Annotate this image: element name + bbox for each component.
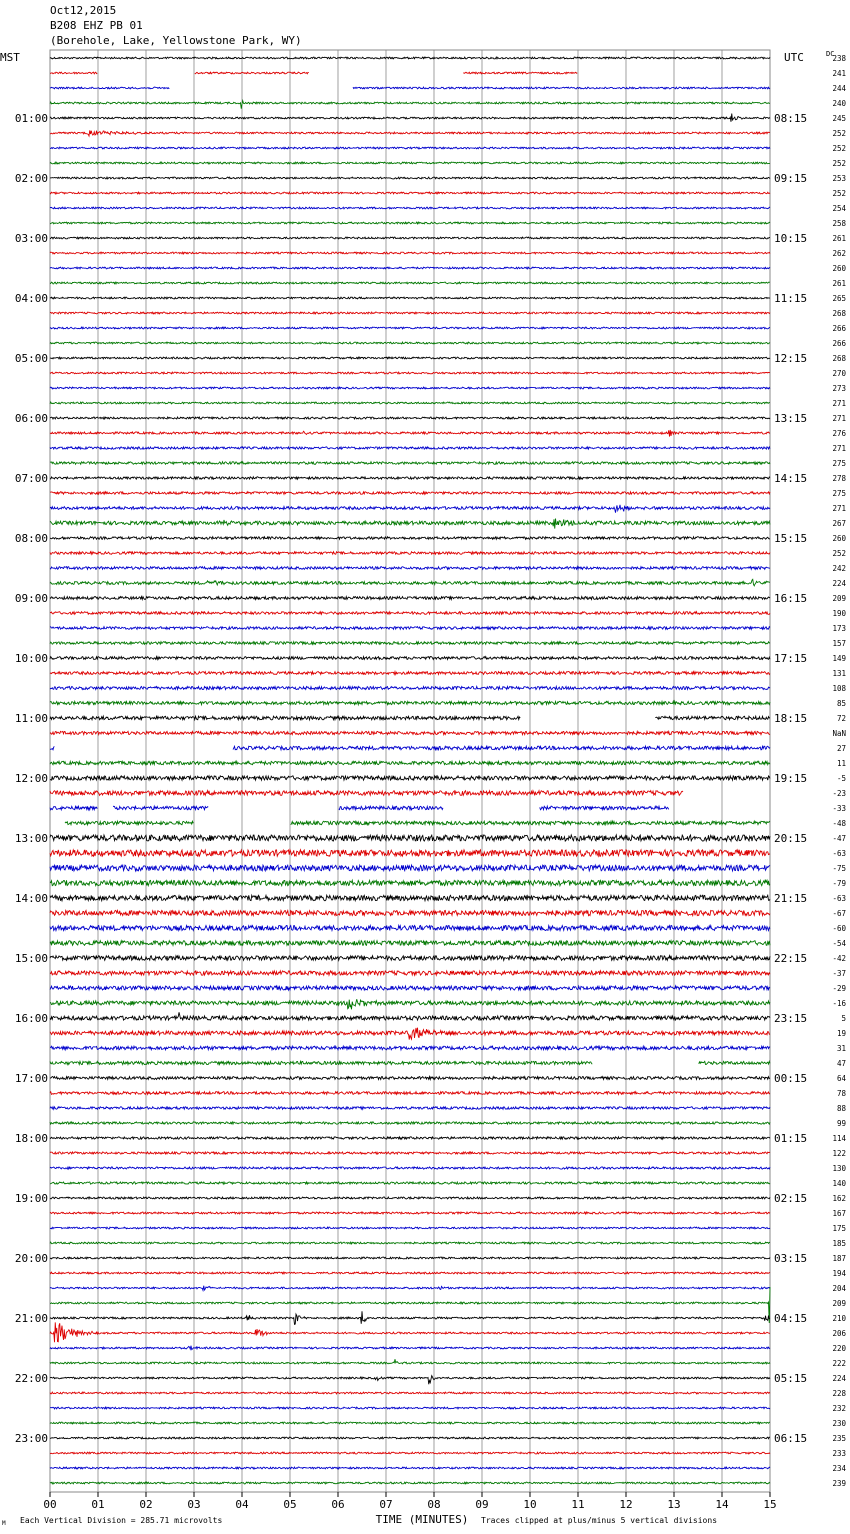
dc-offset-label: 114 <box>832 1134 846 1143</box>
dc-offset-label: 268 <box>832 354 846 363</box>
utc-hour-label: 15:15 <box>774 532 808 545</box>
x-tick-label: 04 <box>235 1498 249 1511</box>
dc-offset-label: 245 <box>832 114 846 123</box>
utc-hour-label: 06:15 <box>774 1432 808 1445</box>
trace-line <box>50 761 770 764</box>
dc-offset-label: 31 <box>836 1044 846 1053</box>
trace-line <box>50 72 577 74</box>
dc-offset-label: 252 <box>832 549 846 558</box>
mst-hour-label: 13:00 <box>14 832 48 845</box>
trace-line <box>50 1467 770 1469</box>
trace-line <box>50 971 770 975</box>
dc-offset-label: 271 <box>832 504 846 513</box>
trace-line <box>50 1392 770 1394</box>
trace-line <box>50 1182 770 1184</box>
dc-offset-label: -33 <box>832 804 846 813</box>
trace-line <box>50 492 770 495</box>
x-axis-title: TIME (MINUTES) <box>375 1513 469 1526</box>
trace-line <box>50 956 770 961</box>
dc-offset-label: 261 <box>832 279 846 288</box>
x-tick-label: 07 <box>379 1498 393 1511</box>
trace-line <box>50 1311 770 1324</box>
dc-offset-label: 253 <box>832 174 846 183</box>
dc-offset-label: 224 <box>832 1374 846 1383</box>
dc-offset-label: 204 <box>832 1284 846 1293</box>
dc-offset-label: -37 <box>832 969 846 978</box>
mst-hour-label: 20:00 <box>14 1252 48 1265</box>
dc-offset-label: 262 <box>832 249 846 258</box>
trace-line <box>50 627 770 630</box>
dc-offset-label: 234 <box>832 1464 846 1473</box>
x-tick-label: 11 <box>571 1498 585 1511</box>
utc-hour-label: 08:15 <box>774 112 808 125</box>
trace-line <box>50 925 770 930</box>
dc-offset-label: 206 <box>832 1329 846 1338</box>
dc-offset-label: -16 <box>832 999 846 1008</box>
x-tick-label: 14 <box>715 1498 729 1511</box>
dc-offset-label: 11 <box>836 759 846 768</box>
trace-line <box>50 1257 770 1259</box>
utc-hour-label: 10:15 <box>774 232 808 245</box>
trace-line <box>50 1107 770 1110</box>
trace-line <box>50 387 770 389</box>
trace-line <box>50 1242 770 1244</box>
trace-line <box>50 1452 770 1454</box>
dc-offset-label: 271 <box>832 399 846 408</box>
trace-line <box>50 999 770 1009</box>
mst-hour-label: 21:00 <box>14 1312 48 1325</box>
utc-hour-label: 14:15 <box>774 472 808 485</box>
dc-offset-label: 244 <box>832 84 846 93</box>
dc-offset-label: 265 <box>832 294 846 303</box>
trace-line <box>50 462 770 465</box>
trace-line <box>50 207 770 209</box>
x-tick-label: 08 <box>427 1498 441 1511</box>
dc-offset-label: 175 <box>832 1224 846 1233</box>
dc-offset-label: 254 <box>832 204 846 213</box>
mst-hour-label: 19:00 <box>14 1192 48 1205</box>
mst-hour-label: 07:00 <box>14 472 48 485</box>
trace-line <box>50 941 770 946</box>
dc-offset-label: 220 <box>832 1344 846 1353</box>
dc-offset-label: 99 <box>836 1119 846 1128</box>
trace-line <box>50 477 770 479</box>
utc-hour-label: 22:15 <box>774 952 808 965</box>
dc-offset-label: 108 <box>832 684 846 693</box>
trace-line <box>50 192 770 194</box>
trace-line <box>50 1212 770 1214</box>
plot-date: Oct12,2015 <box>50 4 117 17</box>
utc-axis-label: UTC <box>784 51 804 64</box>
scale-note: Each Vertical Division = 285.71 microvolts <box>20 1516 223 1525</box>
dc-offset-label: 235 <box>832 1434 846 1443</box>
dc-offset-label: 157 <box>832 639 846 648</box>
dc-offset-label: 232 <box>832 1404 846 1413</box>
dc-offset-label: 209 <box>832 1299 846 1308</box>
trace-line <box>50 87 770 89</box>
trace-line <box>50 910 770 915</box>
trace-line <box>50 130 770 136</box>
dc-offset-label: 140 <box>832 1179 846 1188</box>
dc-offset-label: -67 <box>832 909 846 918</box>
trace-line <box>50 1482 770 1484</box>
dc-offset-label: 275 <box>832 489 846 498</box>
trace-line <box>50 850 770 856</box>
dc-offset-label: 267 <box>832 519 846 528</box>
dc-offset-label: 131 <box>832 669 846 678</box>
utc-hour-label: 03:15 <box>774 1252 808 1265</box>
mst-hour-label: 09:00 <box>14 592 48 605</box>
utc-hour-label: 19:15 <box>774 772 808 785</box>
mst-hour-label: 08:00 <box>14 532 48 545</box>
trace-line <box>50 672 770 675</box>
dc-offset-label: 210 <box>832 1314 846 1323</box>
utc-hour-label: 04:15 <box>774 1312 808 1325</box>
utc-hour-label: 05:15 <box>774 1372 808 1385</box>
dc-offset-label: 278 <box>832 474 846 483</box>
dc-offset-label: 240 <box>832 99 846 108</box>
trace-line <box>50 597 770 600</box>
trace-line <box>50 986 770 990</box>
trace-line <box>50 237 770 239</box>
utc-hour-label: 09:15 <box>774 172 808 185</box>
trace-line <box>50 402 770 404</box>
trace-line <box>50 177 770 179</box>
dc-offset-label: 258 <box>832 219 846 228</box>
dc-offset-label: 194 <box>832 1269 846 1278</box>
trace-line <box>50 1137 770 1139</box>
trace-line <box>50 222 770 224</box>
mst-hour-label: 02:00 <box>14 172 48 185</box>
x-tick-label: 00 <box>43 1498 57 1511</box>
trace-line <box>50 114 770 122</box>
trace-line <box>50 57 770 59</box>
trace-line <box>50 342 770 344</box>
x-tick-label: 12 <box>619 1498 633 1511</box>
mst-hour-label: 04:00 <box>14 292 48 305</box>
trace-line <box>50 865 770 871</box>
dc-offset-label: 209 <box>832 594 846 603</box>
mst-hour-label: 12:00 <box>14 772 48 785</box>
utc-hour-label: 20:15 <box>774 832 808 845</box>
trace-line <box>50 776 770 780</box>
trace-line <box>50 1437 770 1439</box>
utc-hour-label: 18:15 <box>774 712 808 725</box>
trace-line <box>50 1359 770 1364</box>
mst-hour-label: 14:00 <box>14 892 48 905</box>
x-tick-label: 05 <box>283 1498 297 1511</box>
trace-line <box>50 1077 770 1080</box>
mst-hour-label: 18:00 <box>14 1132 48 1145</box>
trace-line <box>50 537 770 540</box>
dc-offset-label: 241 <box>832 69 846 78</box>
dc-offset-label: -42 <box>832 954 846 963</box>
dc-offset-label: 173 <box>832 624 846 633</box>
dc-offset-label: -63 <box>832 894 846 903</box>
dc-offset-label: 252 <box>832 129 846 138</box>
dc-offset-label: 276 <box>832 429 846 438</box>
dc-offset-label: -60 <box>832 924 846 933</box>
trace-line <box>50 505 770 513</box>
trace-line <box>50 327 770 329</box>
clip-note: Traces clipped at plus/minus 5 vertical divisions <box>481 1516 718 1525</box>
dc-offset-label: 271 <box>832 414 846 423</box>
mst-hour-label: 06:00 <box>14 412 48 425</box>
dc-offset-label: 122 <box>832 1149 846 1158</box>
dc-column-label: DC <box>826 50 835 58</box>
x-tick-label: 09 <box>475 1498 489 1511</box>
dc-offset-label: 242 <box>832 564 846 573</box>
trace-line <box>50 267 770 269</box>
trace-line <box>50 1167 770 1169</box>
dc-offset-label: 270 <box>832 369 846 378</box>
dc-offset-label: 5 <box>841 1014 846 1023</box>
dc-offset-label: 271 <box>832 444 846 453</box>
dc-offset-label: 222 <box>832 1359 846 1368</box>
trace-line <box>50 1061 770 1064</box>
dc-offset-label: 273 <box>832 384 846 393</box>
dc-offset-label: 268 <box>832 309 846 318</box>
utc-hour-label: 01:15 <box>774 1132 808 1145</box>
trace-line <box>50 1122 770 1124</box>
trace-line <box>50 731 770 734</box>
trace-line <box>50 430 770 437</box>
mst-hour-label: 17:00 <box>14 1072 48 1085</box>
trace-line <box>50 282 770 284</box>
mst-hour-label: 11:00 <box>14 712 48 725</box>
dc-offset-label: 47 <box>836 1059 846 1068</box>
dc-offset-label: 88 <box>836 1104 846 1113</box>
dc-offset-label: -75 <box>832 864 846 873</box>
dc-offset-label: 64 <box>836 1074 846 1083</box>
trace-line <box>50 357 770 359</box>
dc-offset-label: -79 <box>832 879 846 888</box>
dc-offset-label: 261 <box>832 234 846 243</box>
x-tick-label: 02 <box>139 1498 153 1511</box>
utc-hour-label: 13:15 <box>774 412 808 425</box>
dc-offset-label: 27 <box>836 744 846 753</box>
dc-offset-label: -23 <box>832 789 846 798</box>
trace-line <box>50 1422 770 1424</box>
trace-line <box>50 519 770 529</box>
x-tick-label: 10 <box>523 1498 537 1511</box>
utc-hour-label: 02:15 <box>774 1192 808 1205</box>
dc-offset-label: -48 <box>832 819 846 828</box>
dc-offset-label: 190 <box>832 609 846 618</box>
dc-offset-label: -63 <box>832 849 846 858</box>
utc-hour-label: 00:15 <box>774 1072 808 1085</box>
dc-offset-label: 224 <box>832 579 846 588</box>
trace-line <box>50 746 770 750</box>
x-tick-label: 06 <box>331 1498 345 1511</box>
trace-line <box>50 612 770 615</box>
trace-line <box>50 1376 770 1385</box>
trace-line <box>50 895 770 900</box>
corner-mark: M <box>2 1520 6 1527</box>
utc-hour-label: 17:15 <box>774 652 808 665</box>
trace-line <box>50 372 770 374</box>
mst-hour-label: 03:00 <box>14 232 48 245</box>
trace-line <box>50 1092 770 1095</box>
trace-line <box>50 147 770 149</box>
trace-line <box>50 552 770 555</box>
x-tick-label: 15 <box>763 1498 777 1511</box>
trace-line <box>50 1012 770 1020</box>
dc-offset-label: 260 <box>832 264 846 273</box>
x-tick-label: 01 <box>91 1498 105 1511</box>
dc-offset-label: 167 <box>832 1209 846 1218</box>
mst-hour-label: 10:00 <box>14 652 48 665</box>
mst-hour-label: 01:00 <box>14 112 48 125</box>
trace-line <box>50 1346 770 1350</box>
trace-line <box>50 701 770 704</box>
trace-line <box>50 1227 770 1229</box>
trace-line <box>50 686 770 689</box>
utc-hour-label: 23:15 <box>774 1012 808 1025</box>
dc-offset-label: 228 <box>832 1389 846 1398</box>
dc-offset-label: 130 <box>832 1164 846 1173</box>
trace-line <box>50 297 770 299</box>
trace-line <box>50 1197 770 1199</box>
dc-offset-label: 162 <box>832 1194 846 1203</box>
trace-line <box>50 806 669 810</box>
mst-hour-label: 05:00 <box>14 352 48 365</box>
dc-offset-label: -47 <box>832 834 846 843</box>
dc-offset-label: 252 <box>832 189 846 198</box>
utc-hour-label: 21:15 <box>774 892 808 905</box>
dc-offset-label: 85 <box>836 699 846 708</box>
trace-line <box>50 579 770 586</box>
trace-line <box>50 101 770 109</box>
dc-offset-label: 185 <box>832 1239 846 1248</box>
trace-line <box>50 1286 770 1291</box>
trace-line <box>50 252 770 254</box>
dc-offset-label: NaN <box>832 729 846 738</box>
trace-line <box>65 821 770 825</box>
dc-offset-label: 233 <box>832 1449 846 1458</box>
mst-axis-label: MST <box>0 51 20 64</box>
trace-line <box>50 1407 770 1409</box>
utc-hour-label: 11:15 <box>774 292 808 305</box>
dc-offset-label: -54 <box>832 939 846 948</box>
dc-offset-label: 238 <box>832 54 846 63</box>
trace-line <box>50 657 770 660</box>
trace-line <box>50 567 770 570</box>
x-tick-label: 03 <box>187 1498 201 1511</box>
dc-offset-label: 230 <box>832 1419 846 1428</box>
trace-line <box>50 1322 770 1342</box>
x-tick-label: 13 <box>667 1498 681 1511</box>
mst-hour-label: 15:00 <box>14 952 48 965</box>
trace-line <box>50 1046 770 1050</box>
utc-hour-label: 16:15 <box>774 592 808 605</box>
utc-hour-label: 12:15 <box>774 352 808 365</box>
trace-line <box>50 312 770 314</box>
trace-line <box>50 162 770 164</box>
trace-line <box>50 880 770 885</box>
plot-frame <box>50 50 770 1492</box>
dc-offset-label: 239 <box>832 1479 846 1488</box>
dc-offset-label: 187 <box>832 1254 846 1263</box>
mst-hour-label: 23:00 <box>14 1432 48 1445</box>
dc-offset-label: 149 <box>832 654 846 663</box>
dc-offset-label: 252 <box>832 144 846 153</box>
mst-hour-label: 22:00 <box>14 1372 48 1385</box>
dc-offset-label: 260 <box>832 534 846 543</box>
trace-line <box>50 791 683 796</box>
mst-hour-label: 16:00 <box>14 1012 48 1025</box>
trace-line <box>50 1028 770 1040</box>
trace-line <box>50 1152 770 1154</box>
trace-line <box>50 642 770 645</box>
trace-line <box>50 1272 770 1274</box>
trace-line <box>50 716 770 720</box>
dc-offset-label: -29 <box>832 984 846 993</box>
dc-offset-label: 19 <box>836 1029 846 1038</box>
dc-offset-label: 266 <box>832 339 846 348</box>
trace-line <box>50 417 770 419</box>
dc-offset-label: 252 <box>832 159 846 168</box>
dc-offset-label: -5 <box>836 774 846 783</box>
trace-line <box>50 447 770 449</box>
station-location: (Borehole, Lake, Yellowstone Park, WY) <box>50 34 302 47</box>
dc-offset-label: 78 <box>836 1089 846 1098</box>
dc-offset-label: 266 <box>832 324 846 333</box>
dc-offset-label: 275 <box>832 459 846 468</box>
dc-offset-label: 72 <box>836 714 846 723</box>
station-name: B208 EHZ PB 01 <box>50 19 143 32</box>
trace-line <box>50 835 770 841</box>
